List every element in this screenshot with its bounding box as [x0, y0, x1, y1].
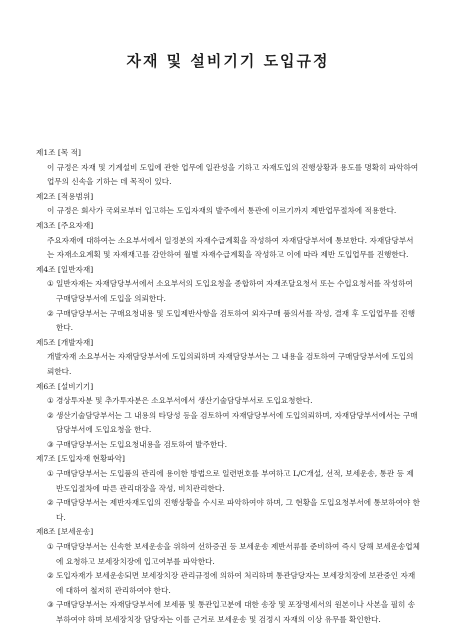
item-text: 생산기술담당부서는 그 내용의 타당성 등을 검토하여 자재담당부서에 도입의뢰하며, 자재담당부서에서는 구매담당부서에 도입요청을 한다.	[56, 410, 418, 435]
article-item	[36, 496, 420, 525]
item-text: 구매담당부서는 자재담당부서에 보세품 및 통관입고분에 대한 송장 및 포장명세서의 원본이나 사본을 필히 송부하여야 하며 보세장치장 담당자는 이를 근거로 보세운송 및 검정시 자재의 이상 유무를 확인한다.	[56, 600, 416, 624]
item-number: ①	[47, 542, 54, 552]
article-heading: 제3조 [주요자재]	[36, 220, 94, 230]
article-item	[36, 467, 420, 496]
item-number: ①	[47, 396, 54, 406]
article-heading: 제4조 [일반자재]	[36, 264, 94, 274]
item-number: ②	[47, 308, 54, 318]
article-paragraph: 개발자재 소요부서는 자재담당부서에 도입의뢰하며 자재담당부서는 그 내용을 검토하여 구매담당부서에 도입의뢰한다.	[47, 352, 414, 376]
item-text: 구매담당부서는 신속한 보세운송을 위하여 선하증권 등 보세운송 제반서류를 준비하여 즉시 당해 보세운송업체에 요청하고 보세장치장에 입고여부를 파악한다.	[56, 542, 420, 566]
article-heading: 제7조 [도입자재 현황파악]	[36, 454, 125, 464]
item-text: 도입자재가 보세운송되면 보세장치장 관리규정에 의하여 처리하며 통관담당자는 보세장치장에 보관중인 자재에 대하여 철저히 관리하여야 한다.	[56, 571, 416, 595]
article-item	[36, 277, 420, 306]
article-item	[36, 540, 420, 569]
article-heading: 제8조 [보세운송]	[36, 527, 94, 537]
article-item	[36, 409, 420, 438]
article-item	[36, 307, 420, 336]
item-text: 구매담당부서는 도입품의 관리에 용이한 방법으로 일련번호를 부여하고 L/C개설, 선적, 보세운송, 통관 등 제반도입절차에 따른 관리대장을 작성, 비치관리한다.	[56, 469, 414, 493]
article-list	[36, 146, 420, 628]
item-number: ②	[47, 498, 54, 508]
document-title: 자재 및 설비기기 도입규정	[126, 52, 330, 70]
article-heading: 제5조 [개발자재]	[36, 337, 94, 347]
item-number: ②	[47, 571, 54, 581]
article-item	[36, 569, 420, 598]
article-paragraph: 주요자재에 대하여는 소요부서에서 일정분의 자재수급계획을 작성하여 자재담당부서에 통보한다. 자재담당부서는 자재소요계획 및 자재재고를 감안하여 월별 자재수급계획을 작성하고 이에 따라 제반 도입업무를 진행한다.	[47, 235, 414, 260]
article-item	[36, 438, 420, 453]
item-text: 구매담당부서는 구매요청내용 및 도입제반사항을 검토하여 외자구매 품의서를 작성, 결재 후 도입업무를 진행한다.	[56, 308, 416, 333]
article	[36, 336, 420, 380]
article-paragraph: 이 규정은 자재 및 기계설비 도입에 관한 업무에 일관성을 기하고 자재도입의 진행상황과 용도를 명확히 파악하여 업무의 신속을 기하는 데 목적이 있다.	[47, 162, 419, 187]
item-number: ③	[47, 600, 54, 610]
item-number: ①	[47, 279, 54, 289]
item-text: 구매담당부서는 도입요청내용을 검토하여 발주한다.	[56, 439, 228, 449]
article	[36, 263, 420, 336]
article	[36, 452, 420, 525]
item-number: ①	[47, 469, 54, 479]
item-text: 일반자재는 자재담당부서에서 소요부서의 도입요청을 종합하여 자재조달요청서 또는 수입요청서를 작성하여 구매담당부서에 도입을 의뢰한다.	[56, 279, 413, 303]
item-text: 구매담당부서는 제반자재도입의 진행상황을 수시로 파악하여야 하며, 그 현황을 도입요청부서에 통보하여야 한다.	[56, 498, 420, 522]
article-heading: 제2조 [적용범위]	[36, 191, 94, 201]
article-heading: 제1조 [목 적]	[36, 148, 81, 157]
article-paragraph: 이 규정은 회사가 국외로부터 입고하는 도입자재의 발주에서 통관에 이르기까지 제반업무절차에 적용한다.	[47, 206, 397, 216]
item-number: ②	[47, 410, 54, 420]
article	[36, 219, 420, 263]
article	[36, 190, 420, 219]
item-number: ③	[47, 439, 54, 449]
article-item	[36, 394, 420, 409]
article-heading: 제6조 [설비기기]	[36, 381, 94, 391]
item-text: 경상투자분 및 추가투자분은 소요부서에서 생산기술담당부서로 도입요청한다.	[56, 396, 313, 406]
article-item	[36, 598, 420, 627]
article	[36, 146, 420, 190]
article	[36, 380, 420, 453]
article	[36, 525, 420, 627]
